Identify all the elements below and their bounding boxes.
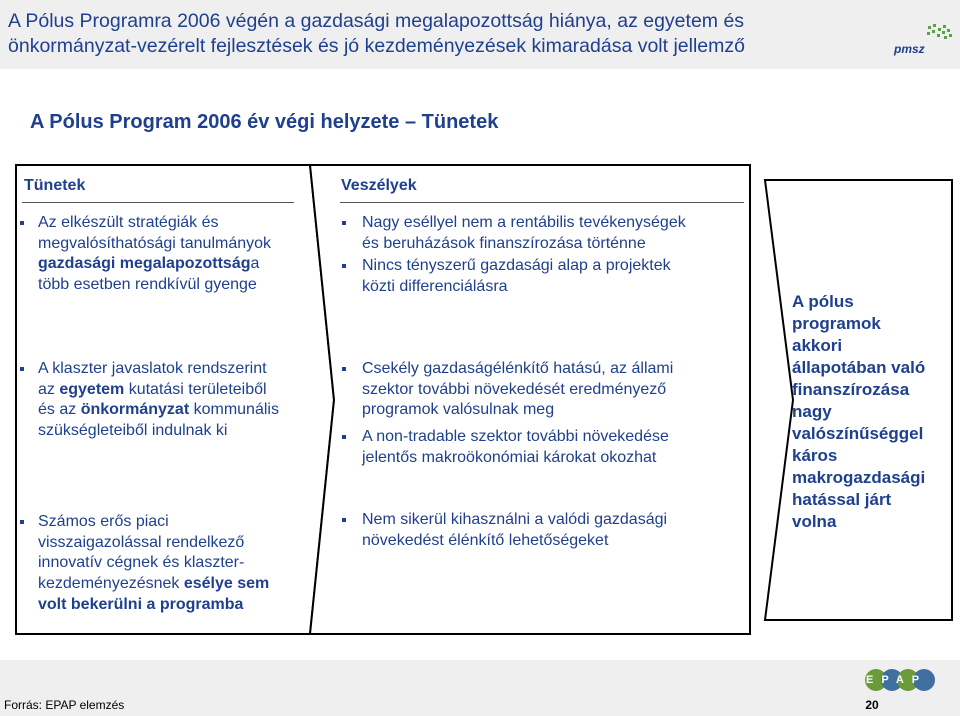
symptoms-divider <box>22 202 294 203</box>
bullet-icon <box>342 435 346 439</box>
section-subtitle: A Pólus Program 2006 év végi helyzete – Tünetek <box>30 111 499 133</box>
danger-item-3: Csekély gazdaságélénkítő hatású, az állami szektor további növekedését eredményező programok valósulnak meg <box>342 359 747 421</box>
dangers-heading: Veszélyek <box>341 177 417 194</box>
footer-bar <box>0 660 960 716</box>
symptom-item-2: A klaszter javaslatok rendszerint az egyetem kutatási területeiből és az önkormányzat kommunális szükségleteiből indulnak ki <box>20 359 316 442</box>
symptoms-heading: Tünetek <box>24 177 86 194</box>
title-line-1: A Pólus Programra 2006 végén a gazdasági megalapozottság hiánya, az egyetem és <box>8 10 745 32</box>
danger-item-5: Nem sikerül kihasználni a valódi gazdasági növekedést élénkítő lehetőségeket <box>342 510 747 551</box>
bullet-icon <box>342 518 346 522</box>
bullet-icon <box>342 264 346 268</box>
bullet-icon <box>20 367 24 371</box>
danger-item-1: Nagy eséllyel nem a rentábilis tevékenységek és beruházások finanszírozása történne <box>342 213 747 254</box>
epap-logo-text: EPAP <box>866 674 928 686</box>
dangers-divider <box>340 202 744 203</box>
source-note: Forrás: EPAP elemzés <box>4 698 125 712</box>
danger-item-4: A non-tradable szektor további növekedése jelentős makroökonómiai károkat okozhat <box>342 427 747 468</box>
symptom-item-3: Számos erős piaci visszaigazolással rendelkező innovatív cégnek és klaszter- kezdeményezésnek esélye sem volt bekerülni a programba <box>20 512 316 616</box>
bullet-icon <box>20 520 24 524</box>
title-line-2: önkormányzat-vezérelt fejlesztések és jó kezdeményezések kimaradása volt jellemző <box>8 35 745 57</box>
bullet-icon <box>20 221 24 225</box>
danger-item-2: Nincs tényszerű gazdasági alap a projektek közti differenciálásra <box>342 256 747 297</box>
symptom-item-1: Az elkészült stratégiák és megvalósíthatósági tanulmányok gazdasági megalapozottsága több esetben rendkívül gyenge <box>20 213 310 296</box>
page-number: 20 <box>865 698 879 712</box>
conclusion-text: A pólus programok akkori állapotában való finanszírozása nagy valószínűséggel káros makrogazdasági hatással járt volna <box>792 292 926 531</box>
bullet-icon <box>342 367 346 371</box>
bullet-icon <box>342 221 346 225</box>
pmsz-logo-text: pmsz <box>894 42 925 56</box>
